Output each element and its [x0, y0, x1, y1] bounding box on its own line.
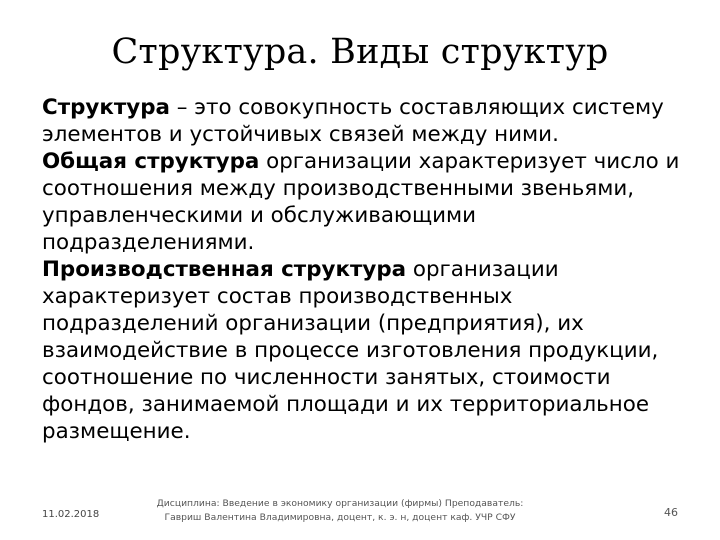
- definition-text: взаимодействие в процессе изготовления продукции,: [42, 338, 659, 363]
- definition-text: управленческими и обслуживающими: [42, 203, 477, 228]
- definition-text: организации характеризует число и: [259, 149, 680, 174]
- definition-text: элементов и устойчивых связей между ними.: [42, 122, 559, 147]
- footer-teacher-line: Гавриш Валентина Владимировна, доцент, к. э. н, доцент каф. УЧР СФУ: [164, 512, 516, 523]
- term-production-structure: Производственная структура: [42, 257, 407, 282]
- definition-text: фондов, занимаемой площади и их территориальное: [42, 392, 650, 417]
- text-line: [42, 148, 678, 175]
- term-general-structure: Общая структура: [42, 149, 260, 174]
- text-line: [42, 94, 678, 121]
- term-structure: Структура: [42, 95, 170, 120]
- page-number: 46: [664, 506, 678, 519]
- text-line: [42, 256, 678, 283]
- definition-text: размещение.: [42, 419, 191, 444]
- definition-production-structure: [42, 256, 678, 445]
- definition-text: характеризует состав производственных: [42, 284, 513, 309]
- footer-date: 11.02.2018: [42, 509, 100, 520]
- definition-text: подразделений организации (предприятия), их: [42, 311, 584, 336]
- definition-text: соотношения между производственными звеньями,: [42, 176, 635, 201]
- definition-general-structure: [42, 148, 678, 256]
- slide-body: [42, 94, 678, 445]
- definition-text: соотношение по численности занятых, стоимости: [42, 365, 611, 390]
- definition-text: подразделениями.: [42, 230, 255, 255]
- definition-text: организации: [406, 257, 559, 282]
- footer-discipline-line: Дисциплина: Введение в экономику организации (фирмы) Преподаватель:: [156, 498, 524, 509]
- definition-text: – это совокупность составляющих систему: [169, 95, 664, 120]
- slide-title: Структура. Виды структур: [111, 32, 609, 72]
- definition-structure: [42, 94, 678, 148]
- footer-discipline-info: [110, 497, 570, 525]
